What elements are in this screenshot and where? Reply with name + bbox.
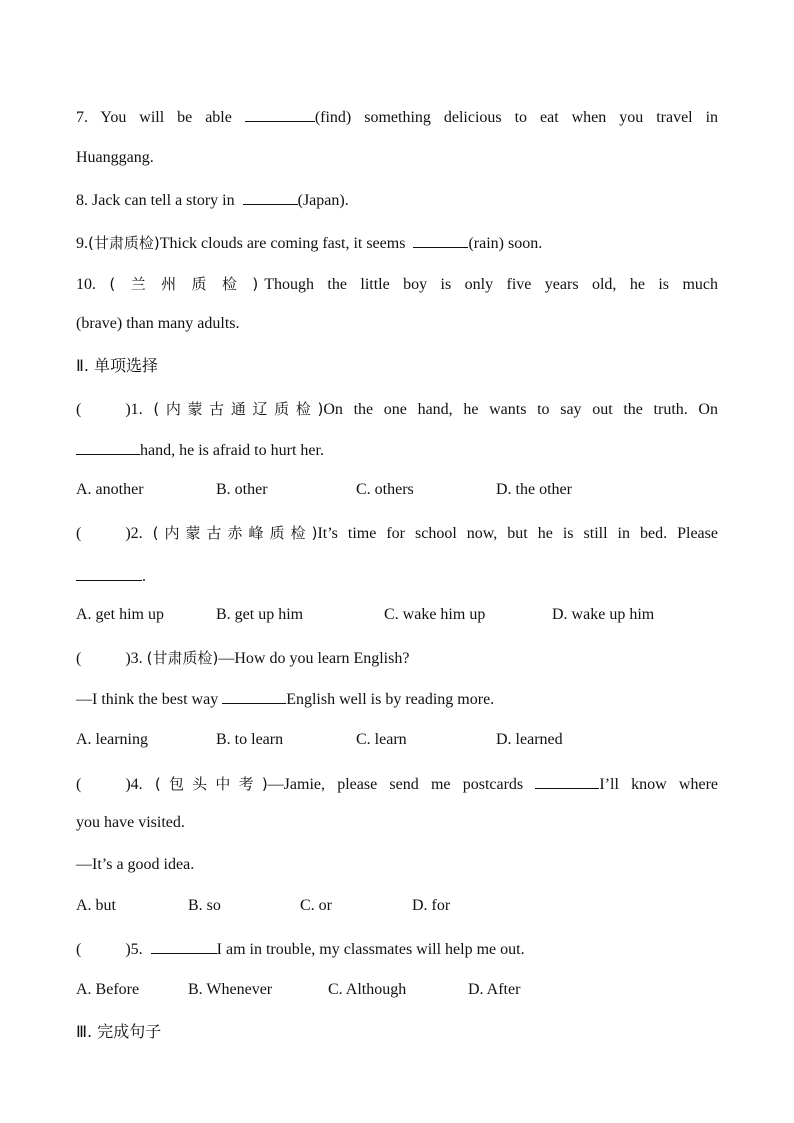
option-c[interactable]: C. others bbox=[356, 481, 414, 498]
word-hint: (find) bbox=[314, 109, 352, 126]
answer-blank[interactable] bbox=[245, 106, 315, 122]
option-a[interactable]: A. but bbox=[76, 897, 116, 914]
option-b[interactable]: B. to learn bbox=[216, 731, 284, 748]
option-d[interactable]: D. After bbox=[468, 981, 521, 998]
mc-question-1-line2 bbox=[76, 439, 718, 461]
question-text: —I think the best way bbox=[76, 691, 219, 708]
question-number: )1. bbox=[125, 401, 143, 418]
question-text: On the one hand, he wants to say out the truth. On bbox=[323, 401, 718, 418]
question-text: hand, he is afraid to hurt her. bbox=[140, 442, 324, 459]
fill-blank-8 bbox=[76, 189, 718, 211]
question-number: )4. bbox=[125, 776, 143, 793]
option-c[interactable]: C. wake him up bbox=[384, 606, 486, 623]
question-number: )3. bbox=[125, 650, 143, 667]
question-text: I’ll know where bbox=[599, 776, 718, 793]
fill-blank-7 bbox=[76, 106, 718, 128]
mc-question-1 bbox=[76, 399, 718, 420]
mc-question-4-line2: you have visited. bbox=[76, 814, 185, 831]
answer-blank[interactable] bbox=[76, 565, 142, 581]
option-b[interactable]: B. get up him bbox=[216, 606, 304, 623]
word-hint: (Japan). bbox=[297, 192, 349, 209]
answer-paren-open: ( bbox=[76, 776, 82, 793]
question-text: Jack can tell a story in bbox=[92, 192, 235, 209]
mc-question-4-line3: —It’s a good idea. bbox=[76, 856, 195, 873]
answer-blank[interactable] bbox=[151, 938, 217, 954]
section-title-3: Ⅲ. 完成句子 bbox=[76, 1022, 162, 1041]
question-source: (甘肃质检) bbox=[88, 234, 160, 252]
answer-paren-open: ( bbox=[76, 650, 82, 667]
answer-blank[interactable] bbox=[243, 189, 298, 205]
question-text: Though the little boy is only five years old, bbox=[264, 276, 617, 293]
question-text: I am in trouble, my classmates will help me out. bbox=[216, 941, 525, 958]
question-text: —How do you learn English? bbox=[218, 650, 410, 667]
question-source: (内蒙古通辽质检) bbox=[153, 400, 324, 418]
answer-paren-open: ( bbox=[76, 401, 82, 418]
answer-blank[interactable] bbox=[222, 688, 286, 704]
question-source: (甘肃质检) bbox=[146, 649, 219, 667]
question-number: )5. bbox=[125, 941, 143, 958]
word-hint: (rain) bbox=[468, 235, 504, 252]
question-text: —Jamie, please send me postcards bbox=[267, 776, 524, 793]
mc-question-3 bbox=[76, 648, 718, 669]
question-source: (包头中考) bbox=[154, 775, 268, 793]
option-c[interactable]: C. Although bbox=[328, 981, 407, 998]
question-text: You will be able bbox=[100, 109, 232, 126]
question-number: 8. bbox=[76, 192, 88, 209]
mc-question-2-line2 bbox=[76, 565, 718, 587]
question-number: 9. bbox=[76, 235, 88, 252]
option-d[interactable]: D. learned bbox=[496, 731, 563, 748]
question-text: he is much bbox=[629, 276, 719, 293]
option-d[interactable]: D. for bbox=[412, 897, 451, 914]
question-text: Thick clouds are coming fast, it seems bbox=[159, 235, 406, 252]
question-number: 10. bbox=[76, 276, 96, 293]
mc-question-5 bbox=[76, 938, 718, 960]
question-text: English well is by reading more. bbox=[286, 691, 495, 708]
option-c[interactable]: C. or bbox=[300, 897, 332, 914]
option-b[interactable]: B. other bbox=[216, 481, 268, 498]
answer-paren-open: ( bbox=[76, 941, 82, 958]
fill-blank-7-continuation: Huanggang. bbox=[76, 149, 154, 166]
option-a[interactable]: A. get him up bbox=[76, 606, 164, 623]
option-d[interactable]: D. wake up him bbox=[552, 606, 655, 623]
mc-question-3-line2 bbox=[76, 688, 718, 710]
question-number: )2. bbox=[125, 525, 143, 542]
fill-blank-10 bbox=[76, 274, 718, 295]
answer-blank[interactable] bbox=[76, 439, 140, 455]
option-c[interactable]: C. learn bbox=[356, 731, 407, 748]
answer-blank[interactable] bbox=[535, 773, 599, 789]
option-a[interactable]: A. Before bbox=[76, 981, 140, 998]
mc-question-4 bbox=[76, 773, 718, 795]
mc-question-2 bbox=[76, 523, 718, 544]
question-text: It’s time for school now, but he is still in bed. Please bbox=[317, 525, 718, 542]
answer-paren-open: ( bbox=[76, 525, 82, 542]
question-text: soon. bbox=[507, 235, 543, 252]
option-b[interactable]: B. so bbox=[188, 897, 221, 914]
question-text: something delicious to eat when you travel in bbox=[364, 109, 719, 126]
question-number: 7. bbox=[76, 109, 88, 126]
option-a[interactable]: A. learning bbox=[76, 731, 148, 748]
question-source: (兰州质检) bbox=[109, 275, 265, 293]
fill-blank-9 bbox=[76, 232, 718, 254]
question-source: (内蒙古赤峰质检) bbox=[152, 524, 318, 542]
option-b[interactable]: B. Whenever bbox=[188, 981, 273, 998]
option-d[interactable]: D. the other bbox=[496, 481, 572, 498]
fill-blank-10-continuation: (brave) than many adults. bbox=[76, 315, 240, 332]
question-text: . bbox=[142, 568, 146, 585]
answer-blank[interactable] bbox=[413, 232, 468, 248]
section-title-2: Ⅱ. 单项选择 bbox=[76, 356, 159, 375]
option-a[interactable]: A. another bbox=[76, 481, 144, 498]
